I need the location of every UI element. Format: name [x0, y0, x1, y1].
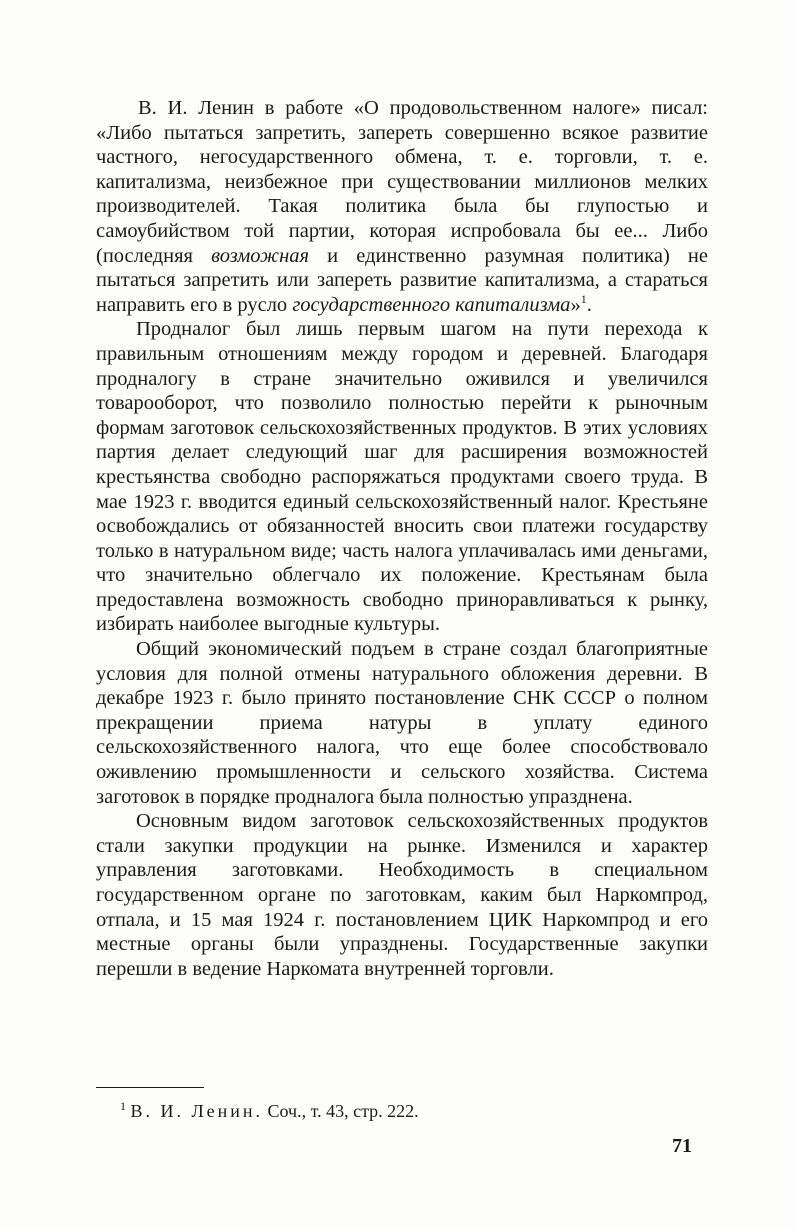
footnote: [120, 1100, 419, 1122]
quote-italic-possible: возможная: [211, 244, 310, 267]
footnote-source: Соч., т. 43, стр. 222.: [262, 1101, 419, 1121]
quote-close: »: [570, 293, 581, 316]
quote-text-part-2: и единственно разумная политика) не пытаться запретить или запереть развитие капитализма, а стараться направить его в русло: [96, 244, 708, 316]
footnote-reference[interactable]: 1: [580, 291, 587, 306]
footnote-author: В. И. Ленин.: [130, 1101, 263, 1121]
quote-period: .: [586, 293, 592, 316]
page-number: 71: [672, 1135, 692, 1157]
paragraph-economic-rise: Общий экономический подъем в стране создал благоприятные условия для полной отмены натурального обложения деревни. В декабре 1923 г. было принято постановление СНК СССР о полном прекращении приема натуры в уплату единого сельскохозяйственного налога, что еще более способствовало оживлению промышленности и сельского хозяйства. Система заготовок в порядке продналога была полностью упразднена.: [96, 638, 708, 808]
quote-italic-state-capitalism: государственного капитализма: [292, 293, 571, 316]
footnote-marker: 1: [120, 1099, 126, 1113]
quote-text-part-1: В. И. Ленин в работе «О продовольственном налоге» писал: «Либо пытаться запретить, запереть совершенно всякое развитие частного, негосударственного обмена, т. е. торговли, т. е. капитализма, неизбежное при существовании миллионов мелких производителей. Такая политика была бы глупостью и самоубийством той партии, которая испробовала бы ее... Либо (последняя: [96, 97, 708, 267]
paragraph-prodnalog: Продналог был лишь первым шагом на пути перехода к правильным отношениям между городом и деревней. Благодаря продналогу в стране значительно оживился и увеличился товарооборот, что позволило полностью перейти к рыночным формам заготовок сельскохозяйственных продуктов. В этих условиях партия делает следующий шаг для расширения возможностей крестьянства свободно распоряжаться продуктами своего труда. В мае 1923 г. вводится единый сельскохозяйственный налог. Крестьяне освобождались от обязанностей вносить свои платежи государству только в натуральном виде; часть налога уплачивалась ими деньгами, что значительно облегчало их положение. Крестьянам была предоставлена возможность свободно приноравливаться к рынку, избирать наиболее выгодные культуры.: [96, 318, 708, 636]
paragraph-procurement: Основным видом заготовок сельскохозяйственных продуктов стали закупки продукции на рынке. Изменился и характер управления заготовками. Необходимость в специальном государственном органе по заготовкам, каким был Наркомпрод, отпала, и 15 мая 1924 г. постановлением ЦИК Наркомпрод и его местные органы были упразднены. Государственные закупки перешли в ведение Наркомата внутренней торговли.: [96, 810, 708, 980]
body-text: [96, 96, 708, 981]
footnote-divider: [96, 1087, 204, 1088]
paragraph-lenin-quote: [96, 96, 708, 317]
